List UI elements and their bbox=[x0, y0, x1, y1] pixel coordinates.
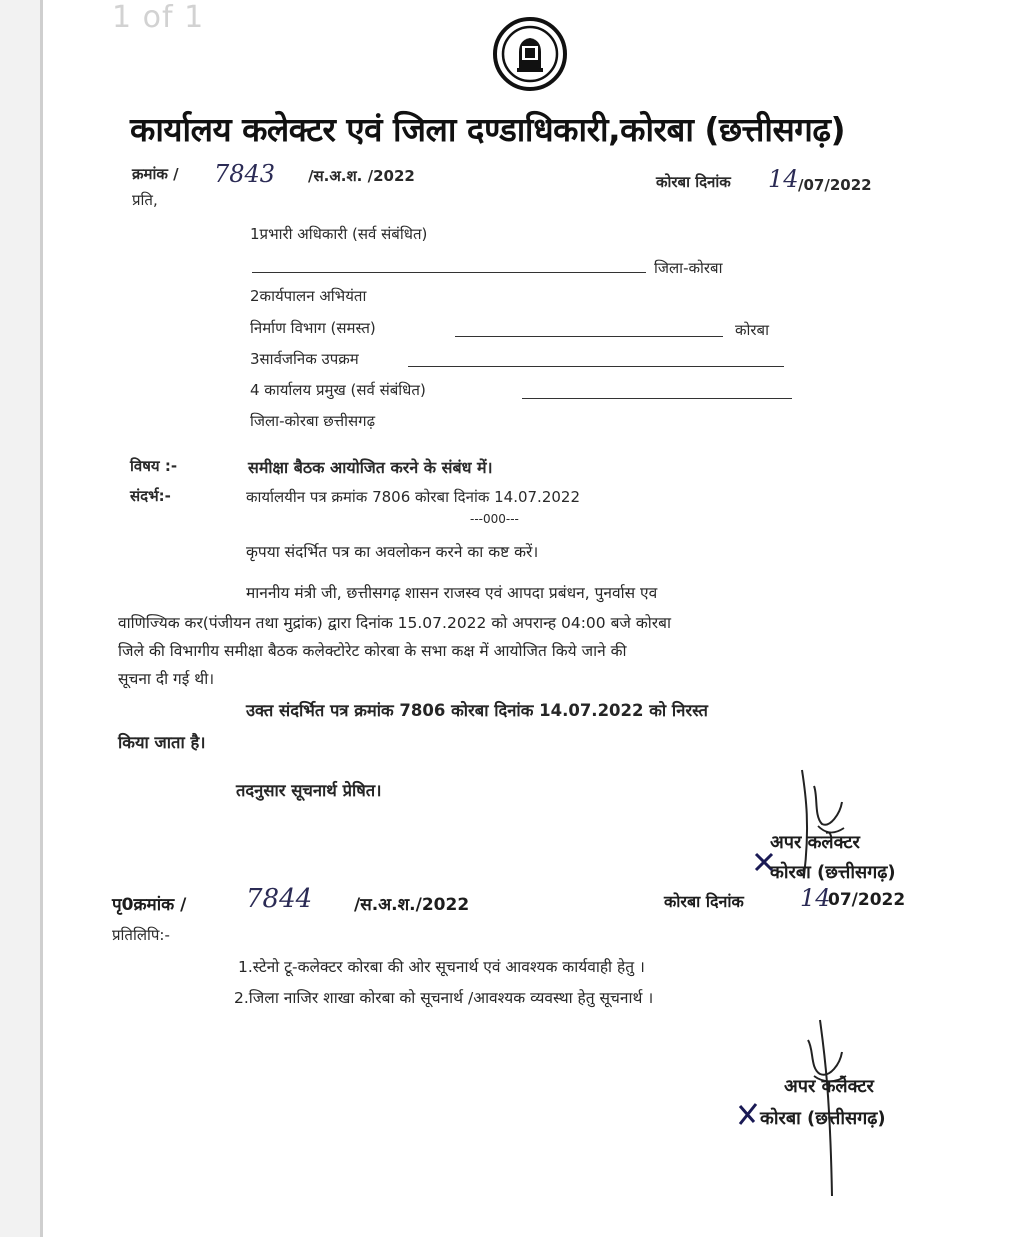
separator: ---000--- bbox=[470, 512, 519, 526]
dinank-rest: /07/2022 bbox=[798, 176, 872, 194]
recipient-2a: 2कार्यपालन अभियंता bbox=[250, 287, 367, 305]
kramank-label: क्रमांक / bbox=[132, 165, 179, 183]
recipient-3: 3सार्वजनिक उपक्रम bbox=[250, 350, 359, 368]
body-para-3-line-1: उक्त संदर्भित पत्र क्रमांक 7806 कोरबा दिनांक 14.07.2022 को निरस्त bbox=[246, 701, 708, 720]
viewer-page-edge bbox=[40, 0, 43, 1237]
body-para-1: कृपया संदर्भित पत्र का अवलोकन करने का कष्ट करें। bbox=[246, 543, 539, 561]
signature-2-designation: अपर कलेक्टर bbox=[784, 1076, 874, 1097]
copy-item-2: 2.जिला नाजिर शाखा कोरबा को सूचनार्थ /आवश्यक व्यवस्था हेतु सूचनार्थ । bbox=[234, 989, 654, 1007]
signature-1-place: कोरबा (छत्तीसगढ़) bbox=[770, 862, 896, 883]
kramank-number: 7843 bbox=[214, 160, 276, 188]
dinank-label: कोरबा दिनांक bbox=[656, 173, 731, 191]
vishay-label: विषय :- bbox=[130, 457, 178, 475]
endorsement-kramank-label: पृ0क्रमांक / bbox=[112, 895, 187, 915]
letterhead-title: कार्यालय कलेक्टर एवं जिला दण्डाधिकारी,कोरबा (छत्तीसगढ़) bbox=[130, 110, 846, 149]
kramank-suffix: /स.अ.श. /2022 bbox=[308, 167, 415, 185]
dinank-day: 14 bbox=[768, 165, 799, 193]
prati-label: प्रति, bbox=[132, 191, 158, 209]
body-para-2-line-3: जिले की विभागीय समीक्षा बैठक कलेक्टोरेट कोरबा के सभा कक्ष में आयोजित किये जाने की bbox=[118, 642, 627, 660]
recipient-1-place: जिला-कोरबा bbox=[654, 259, 723, 277]
recipient-1: 1प्रभारी अधिकारी (सर्व संबंधित) bbox=[250, 225, 428, 243]
viewer-left-margin bbox=[0, 0, 42, 1237]
recipient-2-place: कोरबा bbox=[735, 321, 769, 339]
body-para-2-line-4: सूचना दी गई थी। bbox=[118, 670, 215, 688]
sandarbh-text: कार्यालयीन पत्र क्रमांक 7806 कोरबा दिनांक 14.07.2022 bbox=[246, 488, 581, 506]
body-para-3-line-2: किया जाता है। bbox=[118, 733, 206, 752]
endorsement-kramank-number: 7844 bbox=[246, 884, 313, 914]
recipient-4: 4 कार्यालय प्रमुख (सर्व संबंधित) bbox=[250, 381, 426, 399]
endorsement-dinank-rest: 07/2022 bbox=[828, 890, 906, 910]
endorsement-kramank-suffix: /स.अ.श./2022 bbox=[354, 895, 470, 915]
copy-item-1: 1.स्टेनो टू-कलेक्टर कोरबा की ओर सूचनार्थ एवं आवश्यक कार्यवाही हेतु । bbox=[238, 958, 645, 976]
recipient-last: जिला-कोरबा छत्तीसगढ़ bbox=[250, 412, 376, 430]
page-counter: 1 of 1 bbox=[112, 0, 205, 35]
blank-line-2 bbox=[455, 336, 723, 337]
body-para-2-line-1: माननीय मंत्री जी, छत्तीसगढ़ शासन राजस्व एवं आपदा प्रबंधन, पुनर्वास एव bbox=[246, 584, 658, 602]
endorsement-dinank-label: कोरबा दिनांक bbox=[664, 892, 744, 911]
body-para-2-line-2: वाणिज्यिक कर(पंजीयन तथा मुद्रांक) द्वारा दिनांक 15.07.2022 को अपरान्ह 04:00 बजे कोरबा bbox=[118, 614, 671, 632]
pratilipi-label: प्रतिलिपि:- bbox=[112, 926, 170, 944]
blank-line-3 bbox=[408, 366, 784, 367]
national-emblem-seal-icon bbox=[492, 16, 568, 92]
vishay-text: समीक्षा बैठक आयोजित करने के संबंध में। bbox=[248, 458, 493, 477]
signature-2-place: कोरबा (छत्तीसगढ़) bbox=[760, 1108, 886, 1129]
signature-2-icon bbox=[730, 1010, 870, 1200]
blank-line-1 bbox=[252, 272, 646, 273]
endorsement-dinank-day: 14 bbox=[800, 884, 831, 912]
sandarbh-label: संदर्भ:- bbox=[130, 487, 171, 505]
blank-line-4 bbox=[522, 398, 792, 399]
signature-1-designation: अपर कलेक्टर bbox=[770, 832, 860, 853]
recipient-2b: निर्माण विभाग (समस्त) bbox=[250, 319, 376, 337]
body-para-4: तदनुसार सूचनार्थ प्रेषित। bbox=[236, 781, 382, 800]
